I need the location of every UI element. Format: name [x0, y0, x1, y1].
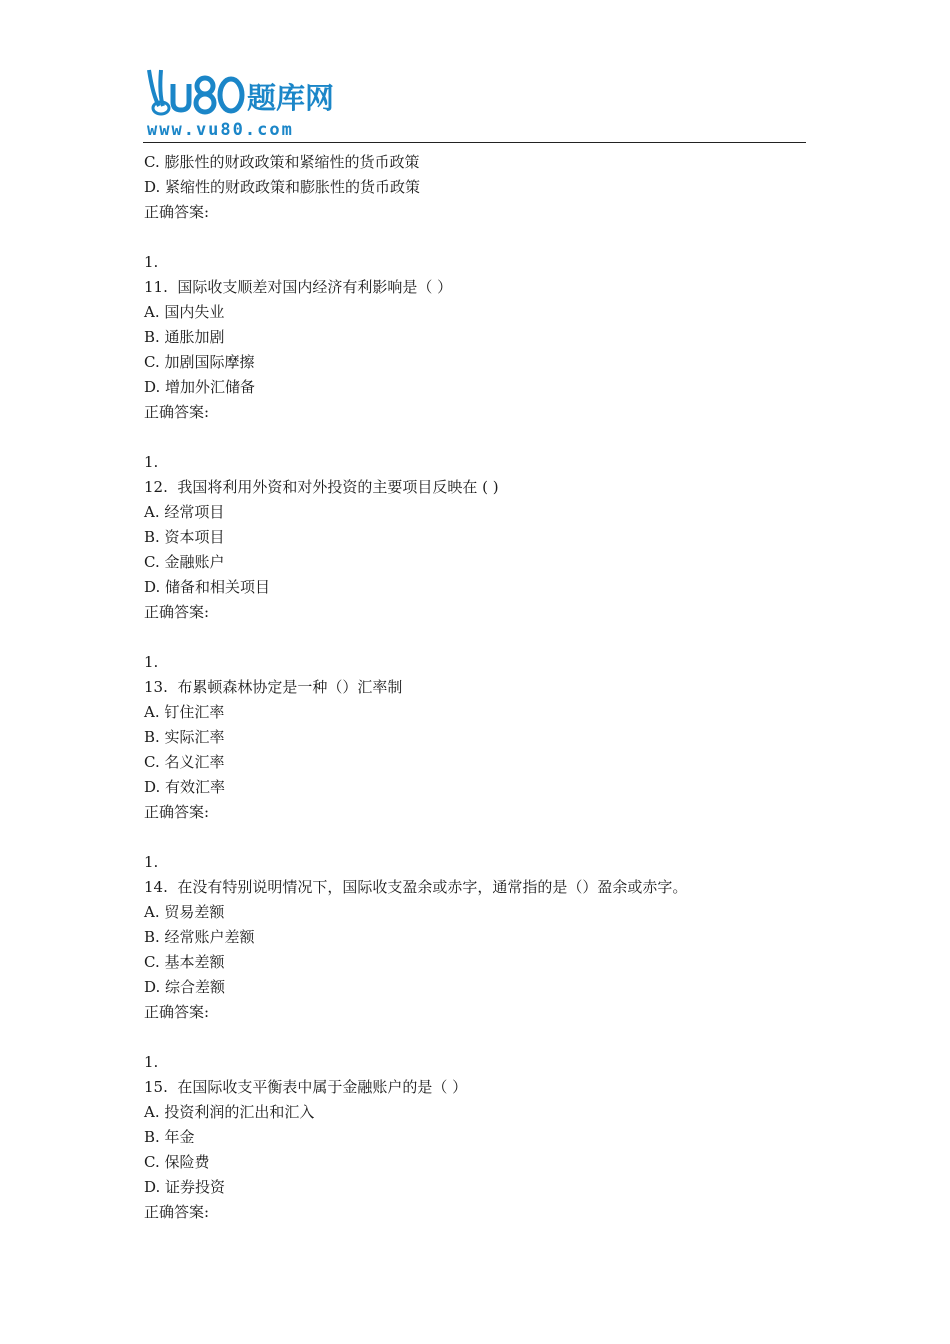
question-13-title: [144, 675, 806, 700]
lead-option-d: D. 紧缩性的财政政策和膨胀性的货币政策: [144, 178, 421, 196]
option-a: A. 贸易差额: [144, 903, 225, 921]
logo-mark-icon: [143, 66, 343, 118]
lead-option-c: C. 膨胀性的财政政策和紧缩性的货币政策: [144, 153, 420, 171]
section-marker: 1.: [144, 253, 159, 271]
option-c: C. 名义汇率: [144, 753, 225, 771]
question-15-title: [144, 1075, 806, 1100]
answer-label: 正确答案:: [144, 603, 210, 621]
question-text: 在没有特别说明情况下，国际收支盈余或赤字，通常指的是（）盈余或赤字。: [177, 878, 688, 896]
question-12-title: [144, 475, 806, 500]
option-b: B. 经常账户差额: [144, 928, 255, 946]
option-c: C. 基本差额: [144, 953, 225, 971]
logo-url: www.vu80.com: [147, 120, 294, 140]
option-b: B. 实际汇率: [144, 728, 225, 746]
answer-label: 正确答案:: [144, 803, 210, 821]
question-text: 我国将利用外资和对外投资的主要项目反映在 ( ): [177, 478, 499, 496]
answer-label: 正确答案:: [144, 203, 210, 221]
section-marker: 1.: [144, 853, 159, 871]
question-text: 国际收支顺差对国内经济有利影响是（ ）: [177, 278, 453, 296]
question-11-title: [144, 275, 806, 300]
answer-label: 正确答案:: [144, 1203, 210, 1221]
logo-title-text: 题库网: [247, 81, 335, 115]
option-c: C. 金融账户: [144, 553, 225, 571]
option-c: C. 保险费: [144, 1153, 210, 1171]
question-number: 14.: [144, 878, 168, 896]
answer-label: 正确答案:: [144, 403, 210, 421]
site-logo: [143, 66, 343, 140]
document-body: [144, 150, 806, 1225]
option-d: D. 综合差额: [144, 978, 226, 996]
question-text: 在国际收支平衡表中属于金融账户的是（ ）: [177, 1078, 468, 1096]
option-a: A. 国内失业: [144, 303, 225, 321]
question-number: 13.: [144, 678, 168, 696]
question-number: 12.: [144, 478, 168, 496]
option-d: D. 有效汇率: [144, 778, 226, 796]
question-14-title: [144, 875, 806, 900]
option-d: D. 储备和相关项目: [144, 578, 271, 596]
option-d: D. 增加外汇储备: [144, 378, 256, 396]
option-b: B. 资本项目: [144, 528, 225, 546]
page-header: [143, 64, 806, 144]
option-a: A. 经常项目: [144, 503, 225, 521]
section-marker: 1.: [144, 653, 159, 671]
option-d: D. 证券投资: [144, 1178, 226, 1196]
header-rule: [143, 142, 806, 143]
answer-label: 正确答案:: [144, 1003, 210, 1021]
section-marker: 1.: [144, 453, 159, 471]
option-a: A. 钉住汇率: [144, 703, 225, 721]
option-b: B. 通胀加剧: [144, 328, 225, 346]
option-b: B. 年金: [144, 1128, 195, 1146]
question-number: 15.: [144, 1078, 168, 1096]
section-marker: 1.: [144, 1053, 159, 1071]
question-number: 11.: [144, 278, 168, 296]
question-text: 布累顿森林协定是一种（）汇率制: [177, 678, 403, 696]
option-c: C. 加剧国际摩擦: [144, 353, 255, 371]
option-a: A. 投资利润的汇出和汇入: [144, 1103, 315, 1121]
